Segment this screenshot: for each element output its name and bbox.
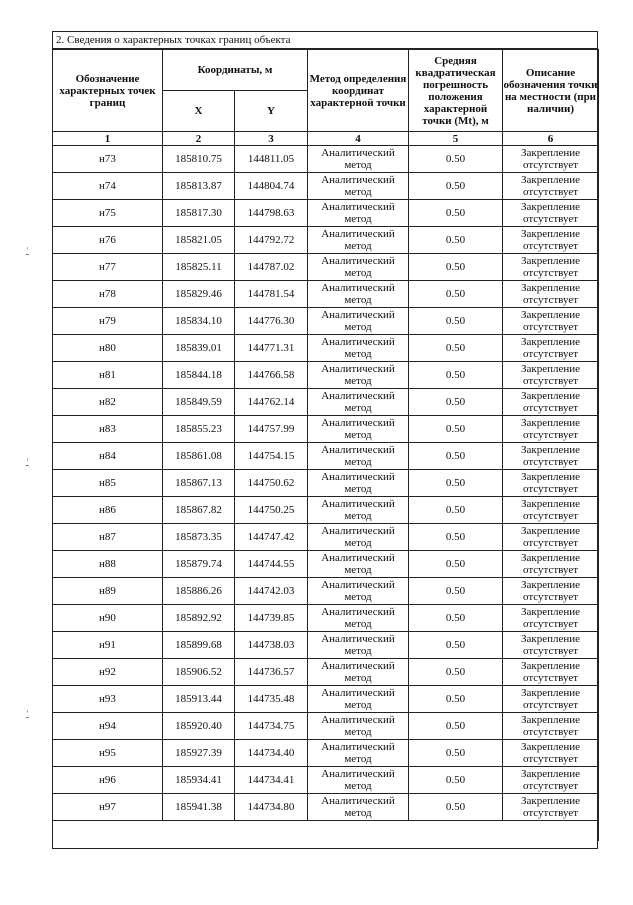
table-row xyxy=(53,308,599,335)
description-cell xyxy=(503,254,599,281)
coord-x: 185844.18 xyxy=(163,362,235,389)
table-row xyxy=(53,632,599,659)
coord-y: 144735.48 xyxy=(235,686,308,713)
description-line: Закрепление xyxy=(520,606,581,618)
error-value: 0.50 xyxy=(409,524,503,551)
table-row xyxy=(53,713,599,740)
description-line: отсутствует xyxy=(522,591,579,603)
description-line: Закрепление xyxy=(520,633,581,645)
method-line: метод xyxy=(344,753,372,765)
method-line: метод xyxy=(344,780,372,792)
method-line: метод xyxy=(344,375,372,387)
coord-x: 185861.08 xyxy=(163,443,235,470)
description-line: отсутствует xyxy=(522,807,579,819)
coord-y: 144792.72 xyxy=(235,227,308,254)
coord-x: 185839.01 xyxy=(163,335,235,362)
coord-y: 144754.15 xyxy=(235,443,308,470)
coord-x: 185906.52 xyxy=(163,659,235,686)
header-designation: Обозначение характерных точек границ xyxy=(53,50,163,132)
description-line: Закрепление xyxy=(520,687,581,699)
method-cell xyxy=(308,497,409,524)
coord-y: 144771.31 xyxy=(235,335,308,362)
coord-y: 144781.54 xyxy=(235,281,308,308)
table-row xyxy=(53,551,599,578)
method-line: метод xyxy=(344,294,372,306)
description-line: Закрепление xyxy=(520,363,581,375)
error-value: 0.50 xyxy=(409,551,503,578)
method-line: метод xyxy=(344,186,372,198)
method-line: метод xyxy=(344,672,372,684)
table-row xyxy=(53,146,599,173)
method-line: Аналитический xyxy=(321,660,395,672)
error-value: 0.50 xyxy=(409,794,503,821)
description-line: отсутствует xyxy=(522,456,579,468)
error-value: 0.50 xyxy=(409,470,503,497)
description-cell xyxy=(503,497,599,524)
margin-mark: ـٰ xyxy=(26,710,29,720)
table-row xyxy=(53,389,599,416)
error-value: 0.50 xyxy=(409,632,503,659)
method-line: Аналитический xyxy=(321,201,395,213)
coord-y: 144734.40 xyxy=(235,740,308,767)
coord-x: 185849.59 xyxy=(163,389,235,416)
coord-x: 185913.44 xyxy=(163,686,235,713)
error-value: 0.50 xyxy=(409,686,503,713)
method-cell xyxy=(308,524,409,551)
description-line: отсутствует xyxy=(522,753,579,765)
point-id: н85 xyxy=(53,470,163,497)
point-id: н90 xyxy=(53,605,163,632)
coord-x: 185825.11 xyxy=(163,254,235,281)
table-row xyxy=(53,443,599,470)
method-cell xyxy=(308,713,409,740)
coord-y: 144739.85 xyxy=(235,605,308,632)
method-line: Аналитический xyxy=(321,687,395,699)
table-row xyxy=(53,794,599,821)
method-cell xyxy=(308,470,409,497)
error-value: 0.50 xyxy=(409,443,503,470)
coord-x: 185892.92 xyxy=(163,605,235,632)
table-row xyxy=(53,659,599,686)
description-line: Закрепление xyxy=(520,741,581,753)
description-cell xyxy=(503,470,599,497)
description-cell xyxy=(503,389,599,416)
header-error: Средняя квадратическая погрешность положения характерной точки (Mt), м xyxy=(409,50,503,132)
method-line: метод xyxy=(344,564,372,576)
method-cell xyxy=(308,254,409,281)
description-line: отсутствует xyxy=(522,186,579,198)
coord-x: 185810.75 xyxy=(163,146,235,173)
description-line: Закрепление xyxy=(520,444,581,456)
coord-x: 185834.10 xyxy=(163,308,235,335)
method-cell xyxy=(308,659,409,686)
coord-x: 185879.74 xyxy=(163,551,235,578)
method-line: Аналитический xyxy=(321,552,395,564)
error-value: 0.50 xyxy=(409,713,503,740)
method-cell xyxy=(308,740,409,767)
point-id: н96 xyxy=(53,767,163,794)
coord-x: 185829.46 xyxy=(163,281,235,308)
column-number: 2 xyxy=(163,132,235,146)
header-y: Y xyxy=(235,91,308,132)
description-line: отсутствует xyxy=(522,429,579,441)
description-line: отсутствует xyxy=(522,267,579,279)
point-id: н88 xyxy=(53,551,163,578)
header-description: Описание обозначения точки на местности (при наличии) xyxy=(503,50,599,132)
table-row xyxy=(53,281,599,308)
table-row xyxy=(53,497,599,524)
method-line: метод xyxy=(344,456,372,468)
coord-x: 185886.26 xyxy=(163,578,235,605)
point-id: н87 xyxy=(53,524,163,551)
method-cell xyxy=(308,281,409,308)
description-cell xyxy=(503,281,599,308)
coord-x: 185855.23 xyxy=(163,416,235,443)
method-line: метод xyxy=(344,699,372,711)
table-row xyxy=(53,416,599,443)
table-row xyxy=(53,740,599,767)
description-cell xyxy=(503,416,599,443)
method-line: Аналитический xyxy=(321,309,395,321)
error-value: 0.50 xyxy=(409,227,503,254)
method-line: Аналитический xyxy=(321,147,395,159)
method-line: метод xyxy=(344,240,372,252)
description-line: Закрепление xyxy=(520,768,581,780)
error-value: 0.50 xyxy=(409,146,503,173)
error-value: 0.50 xyxy=(409,281,503,308)
description-cell xyxy=(503,146,599,173)
point-id: н80 xyxy=(53,335,163,362)
point-id: н91 xyxy=(53,632,163,659)
description-line: отсутствует xyxy=(522,483,579,495)
description-cell xyxy=(503,767,599,794)
description-line: отсутствует xyxy=(522,672,579,684)
table-row xyxy=(53,767,599,794)
description-line: отсутствует xyxy=(522,294,579,306)
method-line: Аналитический xyxy=(321,714,395,726)
table-row xyxy=(53,524,599,551)
coord-y: 144804.74 xyxy=(235,173,308,200)
coord-x: 185899.68 xyxy=(163,632,235,659)
point-id: н94 xyxy=(53,713,163,740)
description-cell xyxy=(503,794,599,821)
coord-x: 185813.87 xyxy=(163,173,235,200)
error-value: 0.50 xyxy=(409,173,503,200)
method-line: метод xyxy=(344,537,372,549)
error-value: 0.50 xyxy=(409,605,503,632)
description-cell xyxy=(503,227,599,254)
method-line: метод xyxy=(344,591,372,603)
description-line: Закрепление xyxy=(520,498,581,510)
method-line: Аналитический xyxy=(321,390,395,402)
error-value: 0.50 xyxy=(409,740,503,767)
point-id: н78 xyxy=(53,281,163,308)
header-x: X xyxy=(163,91,235,132)
point-id: н77 xyxy=(53,254,163,281)
coord-y: 144750.25 xyxy=(235,497,308,524)
description-line: отсутствует xyxy=(522,159,579,171)
description-line: Закрепление xyxy=(520,282,581,294)
description-line: Закрепление xyxy=(520,660,581,672)
method-line: Аналитический xyxy=(321,579,395,591)
method-line: Аналитический xyxy=(321,282,395,294)
method-line: Аналитический xyxy=(321,633,395,645)
method-line: метод xyxy=(344,429,372,441)
error-value: 0.50 xyxy=(409,659,503,686)
error-value: 0.50 xyxy=(409,767,503,794)
coord-y: 144742.03 xyxy=(235,578,308,605)
description-cell xyxy=(503,578,599,605)
margin-mark: ـٰ xyxy=(26,458,29,468)
method-line: Аналитический xyxy=(321,228,395,240)
description-line: Закрепление xyxy=(520,579,581,591)
coord-x: 185920.40 xyxy=(163,713,235,740)
table-row xyxy=(53,173,599,200)
column-number: 1 xyxy=(53,132,163,146)
header-coordinates: Координаты, м xyxy=(163,50,308,91)
description-cell xyxy=(503,551,599,578)
method-line: метод xyxy=(344,510,372,522)
table-body xyxy=(53,146,599,842)
description-cell xyxy=(503,632,599,659)
description-line: Закрепление xyxy=(520,201,581,213)
description-cell xyxy=(503,200,599,227)
description-line: отсутствует xyxy=(522,564,579,576)
description-cell xyxy=(503,335,599,362)
method-line: метод xyxy=(344,267,372,279)
coord-y: 144736.57 xyxy=(235,659,308,686)
error-value: 0.50 xyxy=(409,416,503,443)
description-line: отсутствует xyxy=(522,699,579,711)
method-line: метод xyxy=(344,618,372,630)
table-row xyxy=(53,362,599,389)
point-id: н92 xyxy=(53,659,163,686)
method-cell xyxy=(308,173,409,200)
description-cell xyxy=(503,173,599,200)
column-number: 3 xyxy=(235,132,308,146)
description-line: Закрепление xyxy=(520,174,581,186)
method-line: метод xyxy=(344,726,372,738)
description-line: отсутствует xyxy=(522,402,579,414)
table-row xyxy=(53,335,599,362)
description-line: Закрепление xyxy=(520,525,581,537)
description-line: Закрепление xyxy=(520,336,581,348)
description-line: Закрепление xyxy=(520,417,581,429)
point-id: н86 xyxy=(53,497,163,524)
method-line: метод xyxy=(344,348,372,360)
method-line: Аналитический xyxy=(321,444,395,456)
method-cell xyxy=(308,389,409,416)
coord-x: 185817.30 xyxy=(163,200,235,227)
margin-mark: ـٰ xyxy=(26,247,29,257)
method-line: Аналитический xyxy=(321,768,395,780)
coord-y: 144766.58 xyxy=(235,362,308,389)
coord-y: 144747.42 xyxy=(235,524,308,551)
table-row xyxy=(53,578,599,605)
description-cell xyxy=(503,443,599,470)
method-cell xyxy=(308,200,409,227)
table-row xyxy=(53,686,599,713)
description-line: Закрепление xyxy=(520,552,581,564)
description-cell xyxy=(503,308,599,335)
method-line: метод xyxy=(344,159,372,171)
point-id: н76 xyxy=(53,227,163,254)
point-id: н75 xyxy=(53,200,163,227)
description-cell xyxy=(503,686,599,713)
method-cell xyxy=(308,767,409,794)
method-cell xyxy=(308,443,409,470)
method-line: Аналитический xyxy=(321,741,395,753)
error-value: 0.50 xyxy=(409,578,503,605)
coord-y: 144811.05 xyxy=(235,146,308,173)
method-line: метод xyxy=(344,483,372,495)
point-id: н81 xyxy=(53,362,163,389)
method-cell xyxy=(308,578,409,605)
section-title: 2. Сведения о характерных точках границ объекта xyxy=(53,32,597,49)
point-id: н83 xyxy=(53,416,163,443)
coord-x: 185934.41 xyxy=(163,767,235,794)
method-line: Аналитический xyxy=(321,336,395,348)
point-id: н95 xyxy=(53,740,163,767)
method-line: метод xyxy=(344,321,372,333)
method-cell xyxy=(308,227,409,254)
method-cell xyxy=(308,632,409,659)
method-line: Аналитический xyxy=(321,363,395,375)
method-line: Аналитический xyxy=(321,174,395,186)
description-line: Закрепление xyxy=(520,390,581,402)
table-row xyxy=(53,227,599,254)
column-number: 5 xyxy=(409,132,503,146)
description-line: отсутствует xyxy=(522,213,579,225)
description-cell xyxy=(503,524,599,551)
description-cell xyxy=(503,740,599,767)
description-line: отсутствует xyxy=(522,510,579,522)
error-value: 0.50 xyxy=(409,308,503,335)
coord-y: 144776.30 xyxy=(235,308,308,335)
error-value: 0.50 xyxy=(409,335,503,362)
coord-x: 185941.38 xyxy=(163,794,235,821)
point-id: н73 xyxy=(53,146,163,173)
column-number: 4 xyxy=(308,132,409,146)
method-line: метод xyxy=(344,213,372,225)
coord-x: 185867.82 xyxy=(163,497,235,524)
coord-y: 144734.41 xyxy=(235,767,308,794)
description-cell xyxy=(503,659,599,686)
method-cell xyxy=(308,335,409,362)
method-cell xyxy=(308,362,409,389)
description-line: Закрепление xyxy=(520,147,581,159)
description-line: отсутствует xyxy=(522,618,579,630)
method-cell xyxy=(308,686,409,713)
description-line: отсутствует xyxy=(522,375,579,387)
method-line: метод xyxy=(344,645,372,657)
coord-x: 185821.05 xyxy=(163,227,235,254)
coord-y: 144798.63 xyxy=(235,200,308,227)
method-line: метод xyxy=(344,807,372,819)
description-line: отсутствует xyxy=(522,726,579,738)
coord-y: 144787.02 xyxy=(235,254,308,281)
method-cell xyxy=(308,794,409,821)
coord-x: 185867.13 xyxy=(163,470,235,497)
description-line: отсутствует xyxy=(522,321,579,333)
point-id: н74 xyxy=(53,173,163,200)
error-value: 0.50 xyxy=(409,389,503,416)
description-line: отсутствует xyxy=(522,645,579,657)
description-line: Закрепление xyxy=(520,228,581,240)
description-line: отсутствует xyxy=(522,537,579,549)
method-line: Аналитический xyxy=(321,498,395,510)
method-line: Аналитический xyxy=(321,471,395,483)
document-sheet xyxy=(52,31,598,849)
coord-y: 144734.80 xyxy=(235,794,308,821)
method-line: метод xyxy=(344,402,372,414)
method-cell xyxy=(308,146,409,173)
coord-x: 185927.39 xyxy=(163,740,235,767)
method-line: Аналитический xyxy=(321,255,395,267)
method-cell xyxy=(308,308,409,335)
description-cell xyxy=(503,713,599,740)
coord-y: 144744.55 xyxy=(235,551,308,578)
error-value: 0.50 xyxy=(409,254,503,281)
point-id: н89 xyxy=(53,578,163,605)
description-line: Закрепление xyxy=(520,255,581,267)
description-line: отсутствует xyxy=(522,780,579,792)
column-number: 6 xyxy=(503,132,599,146)
coord-y: 144762.14 xyxy=(235,389,308,416)
coord-x: 185873.35 xyxy=(163,524,235,551)
description-cell xyxy=(503,362,599,389)
table-row xyxy=(53,254,599,281)
table-row xyxy=(53,470,599,497)
point-id: н82 xyxy=(53,389,163,416)
method-line: Аналитический xyxy=(321,525,395,537)
method-cell xyxy=(308,551,409,578)
error-value: 0.50 xyxy=(409,200,503,227)
point-id: н93 xyxy=(53,686,163,713)
method-cell xyxy=(308,416,409,443)
point-id: н97 xyxy=(53,794,163,821)
description-cell xyxy=(503,605,599,632)
description-line: Закрепление xyxy=(520,795,581,807)
description-line: Закрепление xyxy=(520,714,581,726)
header-method: Метод определения координат характерной точки xyxy=(308,50,409,132)
description-line: отсутствует xyxy=(522,240,579,252)
point-id: н79 xyxy=(53,308,163,335)
table-row xyxy=(53,605,599,632)
coord-y: 144738.03 xyxy=(235,632,308,659)
boundary-points-table xyxy=(52,49,599,841)
coord-y: 144757.99 xyxy=(235,416,308,443)
description-line: Закрепление xyxy=(520,471,581,483)
empty-row xyxy=(53,821,599,842)
error-value: 0.50 xyxy=(409,362,503,389)
method-line: Аналитический xyxy=(321,795,395,807)
coord-y: 144750.62 xyxy=(235,470,308,497)
description-line: Закрепление xyxy=(520,309,581,321)
coord-y: 144734.75 xyxy=(235,713,308,740)
error-value: 0.50 xyxy=(409,497,503,524)
point-id: н84 xyxy=(53,443,163,470)
table-row xyxy=(53,200,599,227)
method-line: Аналитический xyxy=(321,606,395,618)
description-line: отсутствует xyxy=(522,348,579,360)
method-cell xyxy=(308,605,409,632)
method-line: Аналитический xyxy=(321,417,395,429)
